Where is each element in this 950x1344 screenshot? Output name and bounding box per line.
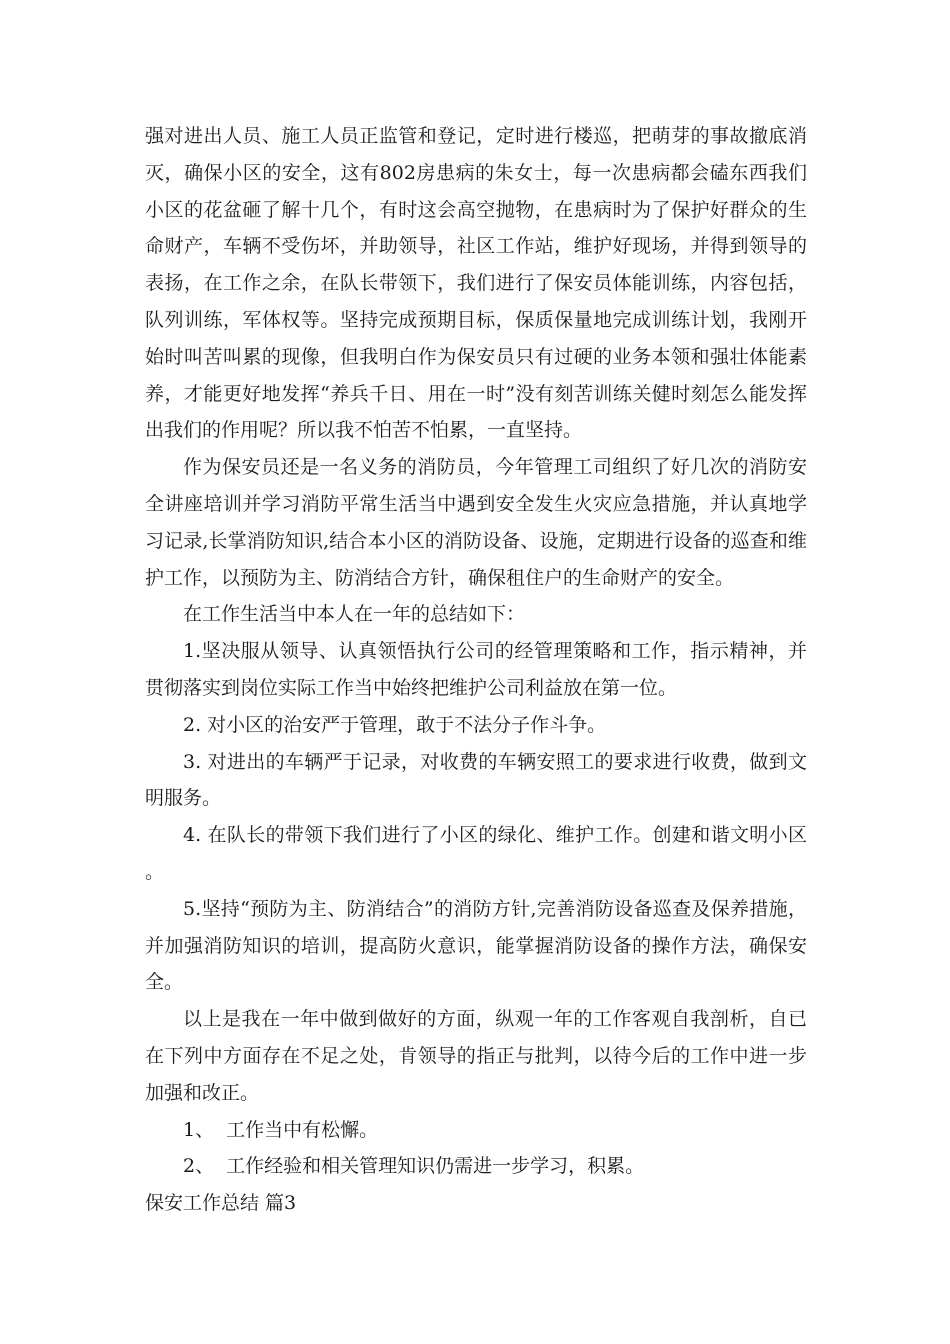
list-item-4: 4. 在队长的带领下我们进行了小区的绿化、维护工作。创建和谐文明小区。 [145,824,807,883]
paragraph-patrol-training: 强对进出人员、施工人员正监管和登记，定时进行楼巡，把萌芽的事故撤底消灭，确保小区的安全，这有802房患病的朱女士，每一次患病都会磕东西我们小区的花盆砸了解十几个，有时这会高空抛物，在患病时为了保护好群众的生命财产，车辆不受伤坏，并助领导，社区工作站，维护好现场，并得到领导的表扬，在工作之余，在队长带领下，我们进行了保安员体能训练，内容包括，队列训练，军体权等。坚持完成预期目标，保质保量地完成训练计划，我刚开始时叫苦叫累的现像，但我明白作为保安员只有过硬的业务本领和强壮体能素养，才能更好地发挥“养兵千日、用在一时”没有刻苦训练关健时刻怎么能发挥出我们的作用呢？所以我不怕苦不怕累，一直坚持。 [145,125,807,442]
list-item-2: 2. 对小区的治安严于管理，敢于不法分子作斗争。 [183,713,607,736]
list-item-1: 1.坚决服从领导、认真领悟执行公司的经管理策略和工作，指示精神，并贯彻落实到岗位实际工作当中始终把维护公司利益放在第一位。 [145,640,807,699]
shortcoming-item-1: 1、 工作当中有松懈。 [183,1118,379,1141]
paragraph-summary-intro: 在工作生活当中本人在一年的总结如下： [183,603,526,626]
section-heading: 保安工作总结 篇3 [145,1192,297,1215]
list-item-3: 3. 对进出的车辆严于记录，对收费的车辆安照工的要求进行收费，做到文明服务。 [145,750,807,810]
document-body [145,118,807,1222]
paragraph-fire-safety: 作为保安员还是一名义务的消防员，今年管理工司组织了好几次的消防安全讲座培训并学习消防平常生活当中遇到安全发生火灾应急措施，并认真地学习记录,长掌消防知识,结合本小区的消防设备、设施，定期进行设备的巡查和维护工作，以预防为主、防消结合方针，确保租住户的生命财产的安全。 [145,456,807,589]
shortcoming-item-2: 2、 工作经验和相关管理知识仍需进一步学习，积累。 [183,1155,645,1178]
list-item-5: 5.坚持“预防为主、防消结合”的消防方针,完善消防设备巡查及保养措施，并加强消防知识的培训，提高防火意识，能掌握消防设备的操作方法，确保安全。 [145,897,807,994]
paragraph-self-review: 以上是我在一年中做到做好的方面，纵观一年的工作客观自我剖析，自已在下列中方面存在不足之处，肯领导的指正与批判，以待今后的工作中进一步加强和改正。 [145,1008,807,1104]
